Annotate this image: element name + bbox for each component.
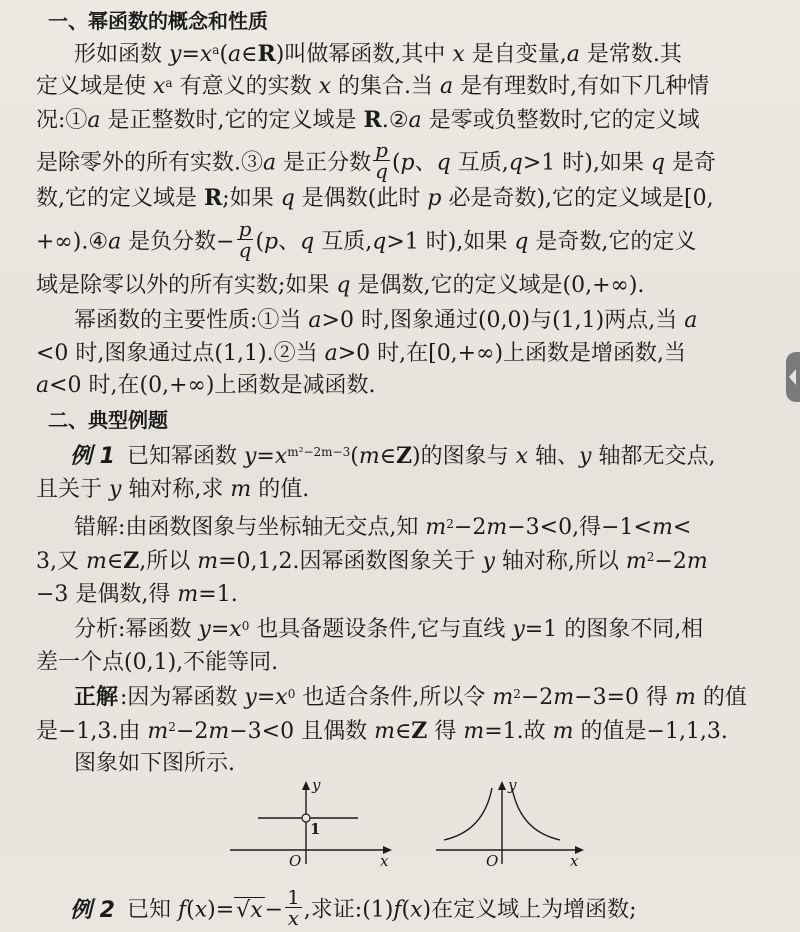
- property-line-1: 幂函数的主要性质:①当 a>0 时,图象通过(0,0)与(1,1)两点,当 a: [74, 308, 698, 333]
- wrong-solution-line-1: 错解:由函数图象与坐标轴无交点,知 $m^2-2m-3<0$,得−1<m<: [74, 515, 692, 540]
- property-line-2: <0 时,图象通过点(1,1).②当 a>0 时,在[0,+∞)上函数是增函数,当: [36, 341, 687, 366]
- graph1-y-label: y: [312, 778, 321, 794]
- graph1-x-label: x: [380, 852, 389, 868]
- graph2-y-label: y: [508, 778, 517, 794]
- property-line-3: a<0 时,在(0,+∞)上函数是减函数.: [36, 373, 376, 398]
- graph1-origin-label: O: [289, 852, 302, 868]
- graph2-curve-right: [512, 788, 560, 840]
- wrong-solution-line-2: 3,又 m∈Z,所以 m=0,1,2.因幂函数图象关于 y 轴对称,所以 $m^2-2m$: [36, 548, 708, 574]
- analysis-line-2: 差一个点(0,1),不能等同.: [36, 650, 279, 675]
- fraction-p-over-q: $\frac{p}{q}$: [373, 143, 390, 181]
- definition-line-7: 域是除零以外的所有实数;如果 q 是偶数,它的定义域是(0,+∞).: [36, 273, 645, 298]
- graph2-x-label: x: [570, 852, 579, 868]
- example1-line-1: 例 1 已知幂函数 $y=x^{m^2-2m-3}(m\in Z)$的图象与 x 轴、y 轴都无交点,: [70, 443, 716, 469]
- correct-solution-line-2: 是−1,3.由 $m^2-2m-3<0$ 且偶数 m∈Z 得 m=1.故 m 的值是−1,1,3.: [36, 718, 728, 744]
- graph1-hole-point: [302, 814, 310, 822]
- graph1-y-arrow: [302, 781, 310, 790]
- graph1-one-label: 1: [310, 820, 321, 838]
- fraction-one-over-x: $\frac{1}{x}$: [285, 890, 302, 928]
- analysis-line-1: 分析:幂函数 $y=x^0$ 也具备题设条件,它与直线 y=1 的图象不同,相: [74, 617, 704, 642]
- definition-line-3: 况:①a 是正整数时,它的定义域是 R.②a 是零或负整数时,它的定义域: [36, 107, 700, 133]
- example2-line-1: 例 2 已知 f(x)=√x− $\frac{1}{x}$ ,求证:(1)f(x)在定义域上为增函数;: [70, 890, 786, 931]
- graph-x-power-zero: [226, 778, 406, 868]
- correct-solution-line-1: 正解:因为幂函数 $y=x^0$ 也适合条件,所以令 $m^2-2m-3=0$ 得 m 的值: [74, 685, 747, 710]
- graph2-origin-label: O: [486, 852, 499, 868]
- graph-even-power-function: [430, 778, 600, 868]
- graph2-curve-left: [444, 788, 492, 840]
- figure-caption: 图象如下图所示.: [74, 751, 235, 776]
- definition-line-6: +∞).④a 是负分数− $\frac{p}{q}$ (p、q 互质,q>1 时),如果 q 是奇数,它的定义: [36, 222, 786, 263]
- sqrt-x: √x: [236, 897, 263, 923]
- definition-line-5: 数,它的定义域是 R;如果 q 是偶数(此时 p 必是奇数),它的定义域是[0,: [36, 185, 714, 211]
- section-heading-power-function: 一、幂函数的概念和性质: [48, 9, 268, 33]
- definition-line-4: 是除零外的所有实数.③a 是正分数 $\frac{p}{q}$ (p、q 互质,q>1 时),如果 q 是奇: [36, 143, 786, 184]
- example1-line-2: 且关于 y 轴对称,求 m 的值.: [36, 477, 310, 502]
- fraction-neg-p-over-q: $\frac{p}{q}$: [237, 222, 254, 260]
- section-heading-examples: 二、典型例题: [48, 408, 168, 432]
- wrong-solution-line-3: −3 是偶数,得 m=1.: [36, 582, 238, 607]
- page-turn-tab[interactable]: [786, 352, 800, 402]
- definition-line-1: 形如函数 $y=x^a(a\in R)$叫做幂函数,其中 x 是自变量,a 是常数.其: [74, 41, 682, 67]
- graph2-y-arrow: [498, 781, 506, 790]
- definition-line-2: 定义域是使 $x^a$ 有意义的实数 x 的集合.当 a 是有理数时,有如下几种情: [36, 74, 710, 99]
